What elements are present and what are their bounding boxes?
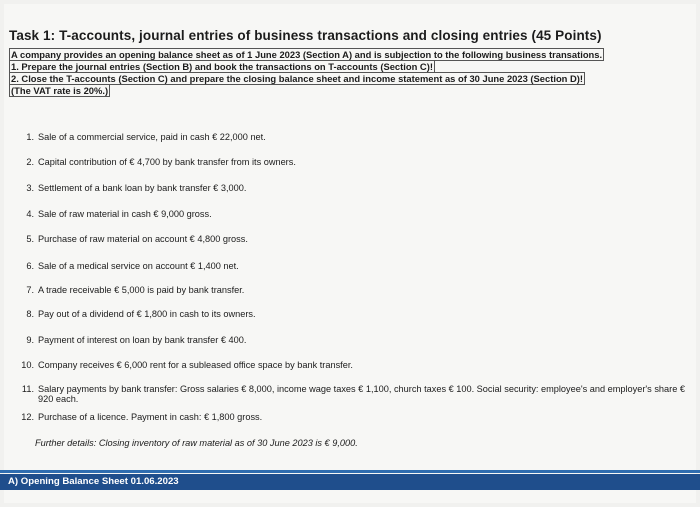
further-details-note: Further details: Closing inventory of raw material as of 30 June 2023 is € 9,000. — [35, 438, 358, 448]
list-item: 12. Purchase of a licence. Payment in cash: € 1,800 gross. — [21, 412, 263, 422]
list-item: 6. Sale of a medical service on account € 1,400 net. — [26, 261, 239, 271]
list-item: 8. Pay out of a dividend of € 1,800 in cash to its owners. — [26, 309, 256, 319]
instructions-block — [9, 49, 629, 97]
instruction-line-3: 2. Close the T-accounts (Section C) and prepare the closing balance sheet and income statement as of 30 June 2023 (Section D)! — [11, 73, 584, 84]
section-divider — [0, 470, 700, 473]
list-item: 11. Salary payments by bank transfer: Gross salaries € 8,000, income wage taxes € 1,100, church taxes € 100. Social security: employee's and employer's share € 920 each. — [21, 384, 685, 404]
list-item: 9. Payment of interest on loan by bank transfer € 400. — [26, 335, 247, 345]
list-item: 4. Sale of raw material in cash € 9,000 gross. — [26, 209, 212, 219]
list-item: 5. Purchase of raw material on account € 4,800 gross. — [26, 234, 248, 244]
list-item: 1. Sale of a commercial service, paid in cash € 22,000 net. — [26, 132, 266, 142]
task-title: Task 1: T-accounts, journal entries of business transactions and closing entries (45 Points) — [9, 28, 602, 43]
section-header-title: A) Opening Balance Sheet 01.06.2023 — [8, 476, 179, 487]
list-item: 10. Company receives € 6,000 rent for a subleased office space by bank transfer. — [21, 360, 353, 370]
list-item: 7. A trade receivable € 5,000 is paid by bank transfer. — [26, 285, 245, 295]
instruction-line-2: 1. Prepare the journal entries (Section B) and book the transactions on T-accounts (Section C)! — [11, 61, 433, 72]
section-header-bar — [0, 474, 700, 490]
instruction-line-4: (The VAT rate is 20%.) — [11, 85, 109, 96]
list-item: 3. Settlement of a bank loan by bank transfer € 3,000. — [26, 183, 247, 193]
list-item: 2. Capital contribution of € 4,700 by bank transfer from its owners. — [26, 157, 296, 167]
instruction-line-1: A company provides an opening balance sheet as of 1 June 2023 (Section A) and is subjection to the following business transations. — [11, 49, 603, 60]
